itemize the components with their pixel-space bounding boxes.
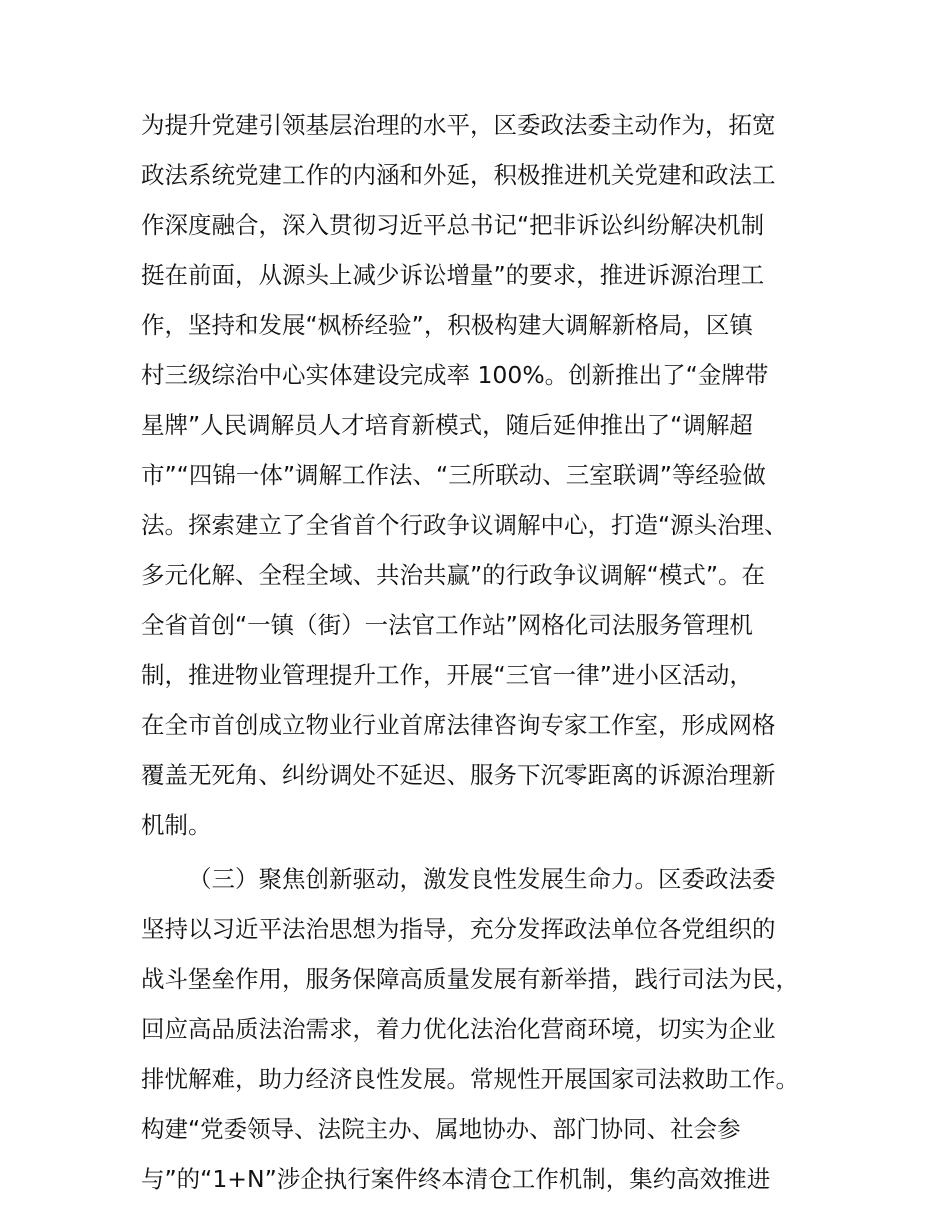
text-line: 覆盖无死角、纠纷调处不延迟、服务下沉零距离的诉源治理新 xyxy=(141,761,776,789)
text-line: 机制。 xyxy=(141,811,212,839)
text-line: 挺在前面，从源头上减少诉讼增量”的要求，推进诉源治理工 xyxy=(141,261,765,289)
text-line: 为提升党建引领基层治理的水平，区委政法委主动作为，拓宽 xyxy=(141,111,776,139)
text-line: 作，坚持和发展“枫桥经验”，积极构建大调解新格局，区镇 xyxy=(141,311,753,339)
text-line: 与”的“1+N”涉企执行案件终本清仓工作机制，集约高效推进 xyxy=(141,1165,771,1193)
text-line: 战斗堡垒作用，服务保障高质量发展有新举措，践行司法为民， xyxy=(141,965,799,993)
text-line: 星牌”人民调解员人才培育新模式，随后延伸推出了“调解超 xyxy=(141,411,753,439)
text-line: 构建“党委领导、法院主办、属地协办、部门协同、社会参 xyxy=(141,1115,741,1143)
document-body xyxy=(141,100,821,1204)
text-line: 回应高品质法治需求，着力优化法治化营商环境，切实为企业 xyxy=(141,1015,776,1043)
text-line: 政法系统党建工作的内涵和外延，积极推进机关党建和政法工 xyxy=(141,161,776,189)
text-line: 作深度融合，深入贯彻习近平总书记“把非诉讼纠纷解决机制 xyxy=(141,211,765,239)
text-line: 在全市首创成立物业行业首席法律咨询专家工作室，形成网格 xyxy=(141,711,776,739)
paragraph xyxy=(141,100,821,850)
text-line: 市”“四锦一体”调解工作法、“三所联动、三室联调”等经验做 xyxy=(141,461,766,489)
text-line: 村三级综治中心实体建设完成率 100%。创新推出了“金牌带 xyxy=(141,361,769,389)
text-line: 全省首创“一镇（街）一法官工作站”网格化司法服务管理机 xyxy=(141,611,753,639)
text-line: （三）聚焦创新驱动，激发良性发展生命力。区委政法委 xyxy=(188,865,776,893)
text-line: 多元化解、全程全域、共治共赢”的行政争议调解“模式”。在 xyxy=(141,561,766,589)
text-line: 制，推进物业管理提升工作，开展“三官一律”进小区活动， xyxy=(141,661,753,689)
text-line: 法。探索建立了全省首个行政争议调解中心，打造“源头治理、 xyxy=(141,511,788,539)
text-line: 排忧解难，助力经济良性发展。常规性开展国家司法救助工作。 xyxy=(141,1065,799,1093)
text-line: 坚持以习近平法治思想为指导，充分发挥政法单位各党组织的 xyxy=(141,915,776,943)
paragraph xyxy=(141,854,821,1204)
